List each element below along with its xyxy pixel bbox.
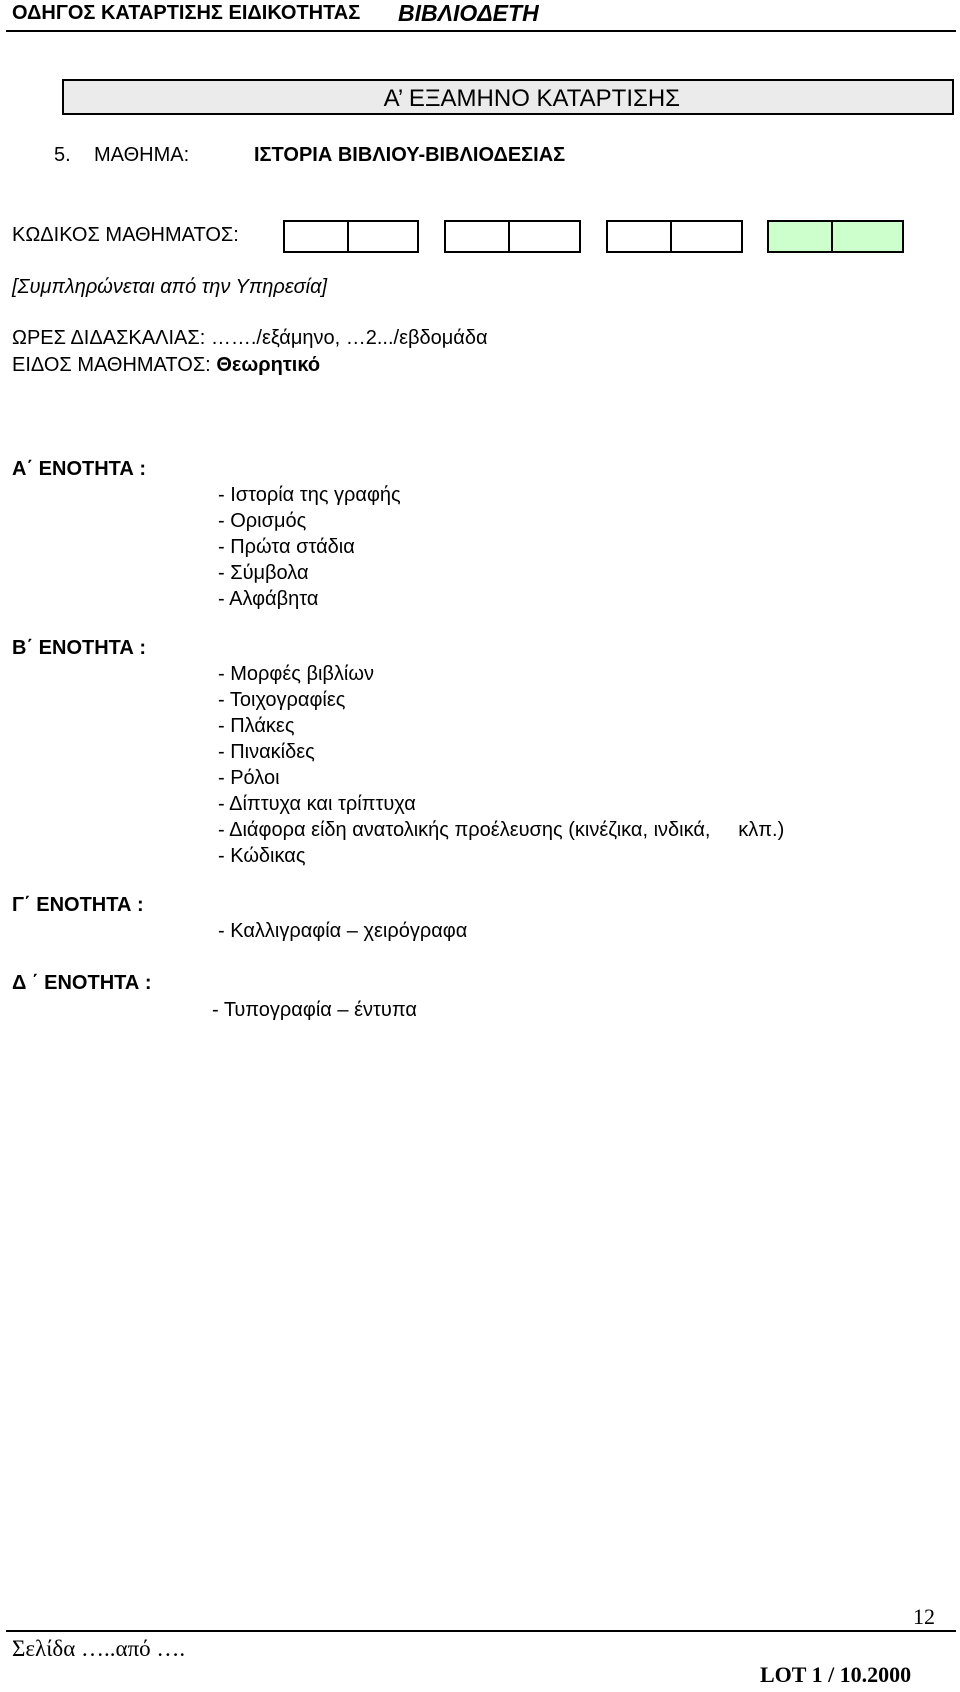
code-box-cell[interactable] — [508, 222, 579, 251]
unit-c-items — [218, 918, 467, 944]
course-code-label: ΚΩΔΙΚΟΣ ΜΑΘΗΜΑΤΟΣ: — [12, 224, 239, 246]
list-item: - Κώδικας — [218, 845, 306, 867]
code-box-cell[interactable] — [831, 222, 902, 251]
code-box-group-4[interactable] — [767, 220, 904, 253]
course-label: ΜΑΘΗΜΑ: — [94, 144, 190, 166]
page-of-text: Σελίδα …..από …. — [12, 1636, 186, 1661]
unit-b-label: Β΄ ΕΝΟΤΗΤΑ : — [12, 637, 147, 659]
list-item: - Πινακίδες — [218, 741, 315, 763]
specialty-title: ΒΙΒΛΙΟΔΕΤΗ — [398, 0, 539, 26]
header-rule — [6, 30, 956, 32]
code-box-cell[interactable] — [285, 222, 347, 251]
page-number: 12 — [913, 1604, 935, 1629]
unit-d-label: Δ ΄ ΕΝΟΤΗΤΑ : — [12, 972, 152, 994]
list-item: - Καλλιγραφία – χειρόγραφα — [218, 920, 468, 942]
unit-a-label: Α΄ ΕΝΟΤΗΤΑ : — [12, 458, 147, 480]
lot-label: LOT 1 / 10.2000 — [760, 1662, 912, 1687]
list-item: - Πρώτα στάδια — [218, 536, 355, 558]
code-box-group-3[interactable] — [606, 220, 743, 253]
list-item: - Ρόλοι — [218, 767, 280, 789]
code-box-group-1[interactable] — [283, 220, 419, 253]
code-box-cell[interactable] — [769, 222, 831, 251]
list-item: - Αλφάβητα — [218, 588, 319, 610]
semester-banner — [62, 79, 954, 115]
list-item: - Ιστορία της γραφής — [218, 484, 401, 506]
list-item: - Πλάκες — [218, 715, 295, 737]
unit-a-items — [218, 482, 401, 612]
unit-d-items — [212, 997, 417, 1023]
list-item: - Διάφορα είδη ανατολικής προέλευσης (κινέζικα, ινδικά, κλπ.) — [218, 819, 785, 841]
code-box-cell[interactable] — [670, 222, 741, 251]
code-box-group-2[interactable] — [444, 220, 581, 253]
list-item: - Δίπτυχα και τρίπτυχα — [218, 793, 416, 815]
list-item: - Ορισμός — [218, 510, 307, 532]
course-name: ΙΣΤΟΡΙΑ ΒΙΒΛΙΟΥ-ΒΙΒΛΙΟΔΕΣΙΑΣ — [254, 144, 566, 166]
teaching-hours: ΩΡΕΣ ΔΙΔΑΣΚΑΛΙΑΣ: ……./εξάμηνο, …2.../εβδομάδα — [12, 327, 488, 349]
code-box-cell[interactable] — [446, 222, 508, 251]
unit-b-items — [218, 661, 784, 869]
list-item: - Τυπογραφία – έντυπα — [212, 999, 417, 1021]
semester-title: Α’ ΕΞΑΜΗΝΟ ΚΑΤΑΡΤΙΣΗΣ — [383, 85, 680, 112]
course-type-label: ΕΙΔΟΣ ΜΑΘΗΜΑΤΟΣ: — [12, 354, 211, 376]
unit-c-label: Γ΄ ΕΝΟΤΗΤΑ : — [12, 894, 144, 916]
list-item: - Μορφές βιβλίων — [218, 663, 374, 685]
code-box-cell[interactable] — [608, 222, 670, 251]
course-number: 5. — [54, 144, 71, 166]
guide-title: ΟΔΗΓΟΣ ΚΑΤΑΡΤΙΣΗΣ ΕΙΔΙΚΟΤΗΤΑΣ — [12, 2, 361, 24]
code-box-cell[interactable] — [347, 222, 417, 251]
footer-rule — [6, 1630, 956, 1632]
code-note: [Συμπληρώνεται από την Υπηρεσία] — [12, 276, 328, 298]
course-type-value: Θεωρητικό — [216, 354, 321, 376]
list-item: - Τοιχογραφίες — [218, 689, 346, 711]
list-item: - Σύμβολα — [218, 562, 309, 584]
